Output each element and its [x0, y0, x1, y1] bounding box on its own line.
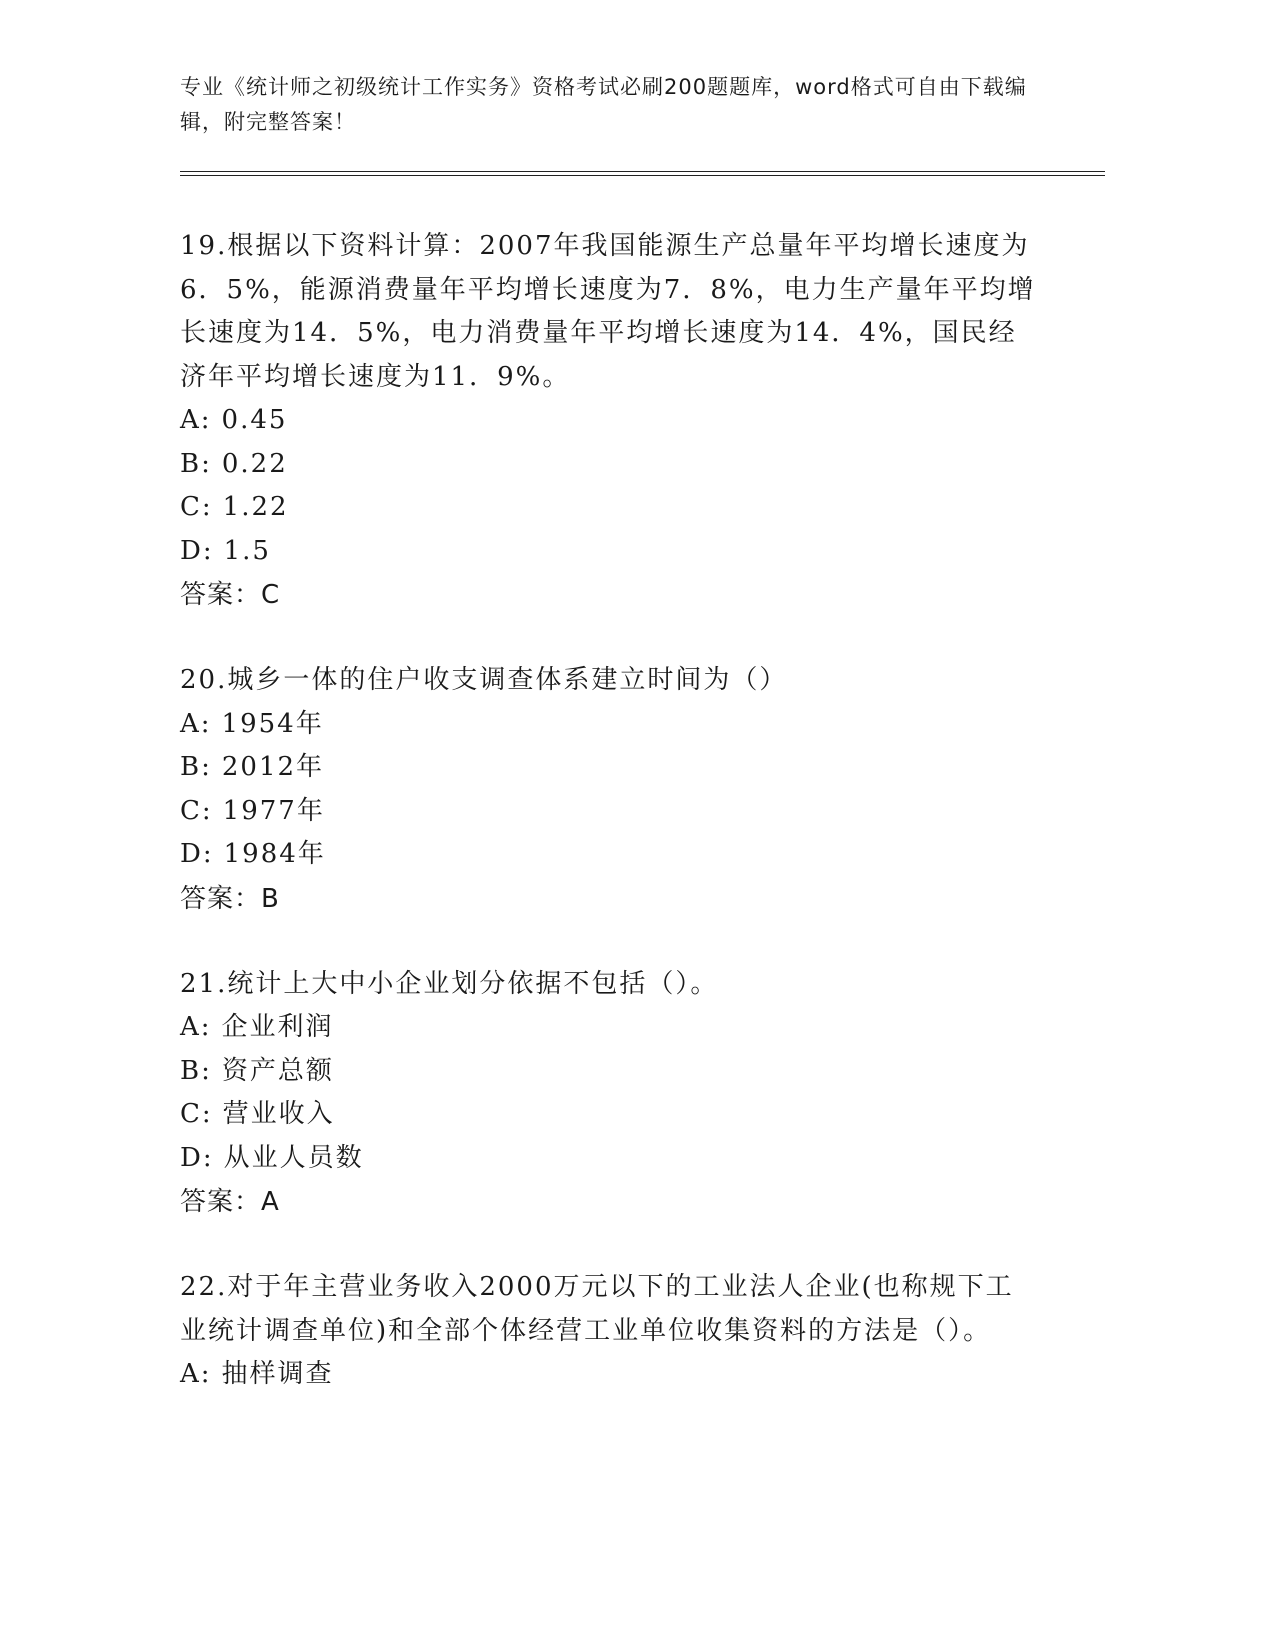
- question-21: [180, 963, 1040, 1225]
- option-text: 2012年: [221, 752, 325, 782]
- question-stem: 21.统计上大中小企业划分依据不包括（）。: [180, 968, 719, 999]
- option-c: [180, 1093, 1040, 1137]
- option-b: [180, 443, 1040, 487]
- option-a: [180, 1006, 1040, 1050]
- option-a: [180, 1353, 1040, 1397]
- option-text: 企业利润: [221, 1012, 334, 1042]
- option-a: [180, 399, 1040, 443]
- option-a: [180, 703, 1040, 747]
- question-stem: 20.城乡一体的住户收支调查体系建立时间为（）: [180, 665, 788, 695]
- option-text: 营业收入: [222, 1099, 335, 1129]
- option-letter: B:: [180, 448, 212, 479]
- option-text: 1.5: [223, 535, 271, 566]
- option-letter: D:: [180, 535, 214, 566]
- option-b: [180, 746, 1040, 790]
- page-header: 专业《统计师之初级统计工作实务》资格考试必刷200题题库，word格式可自由下载编辑，附完整答案！: [180, 75, 1027, 134]
- answer-line: [180, 1180, 1040, 1224]
- option-letter: A:: [180, 1359, 212, 1389]
- option-text: 1.22: [222, 492, 289, 522]
- header-divider-top: [180, 171, 1105, 172]
- answer-label: 答案：: [180, 580, 262, 610]
- question-stem: 22.对于年主营业务收入2000万元以下的工业法人企业(也称规下工业统计调查单位)和全部个体经营工业单位收集资料的方法是（）。: [180, 1272, 1014, 1346]
- option-text: 资产总额: [221, 1055, 334, 1086]
- header-divider-bottom: [180, 175, 1105, 176]
- option-text: 从业人员数: [223, 1142, 364, 1173]
- question-19: [180, 225, 1040, 617]
- option-letter: C:: [180, 795, 213, 826]
- option-text: 1954年: [221, 708, 324, 739]
- answer-value: B: [261, 883, 280, 914]
- option-c: [180, 790, 1040, 834]
- option-letter: D:: [180, 839, 214, 869]
- option-d: [180, 1137, 1040, 1181]
- question-20: [180, 659, 1040, 921]
- option-letter: C:: [180, 492, 213, 522]
- option-letter: B:: [180, 752, 212, 782]
- option-letter: A:: [180, 708, 212, 739]
- option-d: [180, 833, 1040, 877]
- answer-line: [180, 573, 1040, 617]
- option-letter: A:: [180, 1012, 212, 1042]
- option-text: 抽样调查: [221, 1359, 334, 1389]
- option-text: 1977年: [222, 795, 325, 826]
- option-letter: D:: [180, 1142, 214, 1173]
- option-letter: B:: [180, 1055, 212, 1086]
- option-text: 1984年: [223, 839, 326, 869]
- answer-label: 答案：: [180, 883, 262, 914]
- question-stem: 19.根据以下资料计算：2007年我国能源生产总量年平均增长速度为6．5%，能源消费量年平均增长速度为7．8%，电力生产量年平均增长速度为14．5%，电力消费量年平均增长速度为14．4%，国民经济年平均增长速度为11．9%。: [180, 231, 1036, 392]
- option-letter: C:: [180, 1099, 213, 1129]
- option-d: [180, 530, 1040, 574]
- answer-line: [180, 877, 1040, 921]
- answer-value: C: [261, 580, 281, 610]
- option-c: [180, 486, 1040, 530]
- answer-value: A: [261, 1187, 280, 1217]
- question-22: [180, 1266, 1040, 1397]
- option-letter: A:: [180, 405, 212, 435]
- answer-label: 答案：: [180, 1187, 262, 1217]
- option-text: 0.45: [221, 405, 288, 435]
- option-b: [180, 1050, 1040, 1094]
- question-list: [180, 225, 1040, 1439]
- option-text: 0.22: [221, 448, 288, 479]
